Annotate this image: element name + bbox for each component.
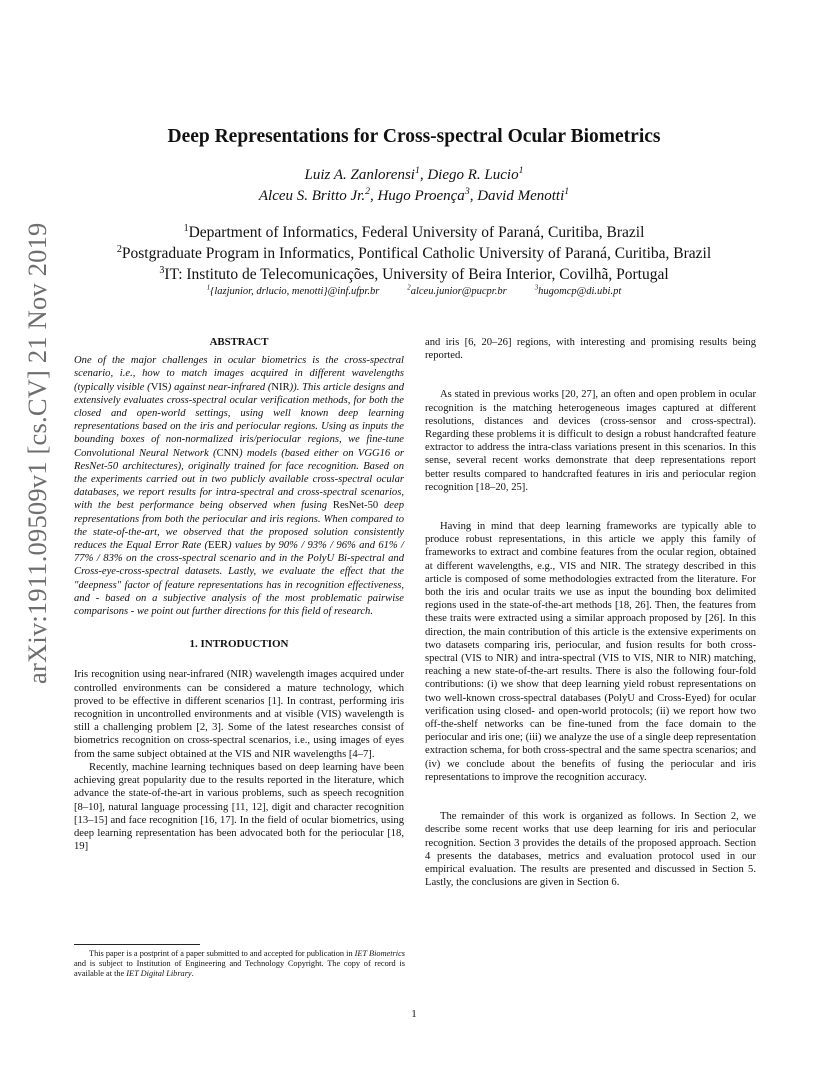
email-mark: 2 xyxy=(407,284,411,292)
affiliation-mark: 1 xyxy=(183,222,189,234)
abstract-segment: ) values by 90% / 93% / 96% and 61% / 77% / 83% on the cross-spectral scenario and in the PolyU Bi-spectral and Cross-eye-cross-spectral datasets. Lastly, we evaluate the effect that the "deepness" factor of feature representations has in recognition effectiveness, and - based on a subjective analysis of the most problematic pairwise comparisons - we point out further directions for this field of research. xyxy=(74,540,404,618)
abstract-segment: ) models (based either on VGG16 or ResNet-50 architectures), originally trained for face recognition. Based on the experiments carried out in two publicly available cross-spectral ocular databases, we report results for intra-spectral and cross-spectral scenarios, with the best performance being observed when fusing xyxy=(74,447,405,512)
affiliation-line xyxy=(0,264,828,285)
abstract-term: CNN xyxy=(216,447,239,459)
footnote-journal-name: IET Biometrics xyxy=(354,949,405,958)
footnote-rule xyxy=(74,944,200,945)
intro-paragraph-1: Iris recognition using near-infrared (NIR) wavelength images acquired under controlled environments can be considered a mature technology, which proved to be effective in different scenarios [1]. In contrast, performing iris recognition in uncontrolled environments and at visible (VIS) wavelength is still a challenging problem [2, 3]. Some of the latest researches consist of biometrics recognition on cross-spectral scenarios, i.e., using images of eyes from the same subject obtained at the VIS and NIR wavelengths [4–7]. xyxy=(74,669,404,760)
abstract-heading: ABSTRACT xyxy=(209,336,269,348)
author-line-2: Alceu S. Britto Jr.$^2$, Hugo Proença$^3$, David Menotti$^1$ xyxy=(258,186,570,204)
right-column xyxy=(425,336,756,889)
author-name: Luiz A. Zanlorensi xyxy=(304,167,415,183)
author-line-1: Luiz A. Zanlorensi$^1$, Diego R. Lucio$^1$ xyxy=(304,165,524,183)
email-entry xyxy=(207,286,380,297)
author-affiliation-mark: 1 xyxy=(414,165,420,176)
author-affiliation-mark: 1 xyxy=(564,186,570,197)
abstract-segment: )). This article designs and extensively evaluates cross-spectral ocular verification methods, for both the closed and open-world settings, using well known deep learning representations based on the iris and periocular regions. Using as inputs the bounding boxes of non-normalized iris/periocular regions, we fine-tune Convolutional Neural Network ( xyxy=(74,381,404,459)
email-mark: 1 xyxy=(206,284,211,292)
email-entry xyxy=(535,286,622,297)
footnote-segment: This paper is a postprint of a paper submitted to and accepted for publication in xyxy=(89,949,355,958)
email-list xyxy=(0,286,828,297)
abstract-term: VIS xyxy=(150,381,168,393)
author-affiliation-mark: 1 xyxy=(518,165,524,176)
footnote-segment: . xyxy=(191,969,194,979)
abstract-segment: ) against near-infrared ( xyxy=(167,381,272,393)
body-paragraph-4: The remainder of this work is organized as follows. In Section 2, we describe some recent works that use deep learning for iris and periocular recognition. Section 3 provides the details of the proposed approach. Section 4 presents the databases, metrics and evaluation protocol used in our empirical evaluation. The results are presented and discussed in Section 5. Lastly, the conclusions are given in Section 6. xyxy=(425,811,756,889)
intro-paragraph-2: Recently, machine learning techniques based on deep learning have been achieving great popularity due to the results reported in the literature, which advance the state-of-the-art in various problems, such as speech recognition [8–10], natural language processing [11, 12], digit and character recognition [13–15] and face recognition [16, 17]. In the field of ocular biometrics, using deep learning representation has been advocated both for the periocular [18, 19] xyxy=(74,761,404,853)
author-name: Alceu S. Britto Jr. xyxy=(258,188,366,204)
footnote-journal-name: IET Digital Library xyxy=(126,969,192,979)
affiliation-text: Postgraduate Program in Informatics, Pontifical Catholic University of Paraná, Curitiba, Brazil xyxy=(121,245,712,262)
author-name: Diego R. Lucio xyxy=(427,167,519,183)
body-paragraph-1: and iris [6, 20–26] regions, with interesting and promising results being reported. xyxy=(425,337,756,362)
footnote xyxy=(74,949,405,980)
email-entry xyxy=(407,286,506,297)
affiliation-mark: 3 xyxy=(159,264,165,276)
author-affiliation-mark: 2 xyxy=(365,186,370,197)
affiliation-text: IT: Instituto de Telecomunicações, University of Beira Interior, Covilhã, Portugal xyxy=(164,266,669,283)
affiliation-mark: 2 xyxy=(116,243,122,255)
affiliation-line xyxy=(0,222,828,243)
author-name: David Menotti xyxy=(477,188,565,204)
abstract-segment: One of the major challenges in ocular biometrics is the cross-spectral scenario, i.e., how to match images acquired in different wavelengths (typically visible ( xyxy=(74,355,404,393)
page-number: 1 xyxy=(411,1008,417,1020)
email-address: hugomcp@di.ubi.pt xyxy=(538,286,622,297)
email-mark: 3 xyxy=(534,284,539,292)
author-affiliation-mark: 3 xyxy=(464,186,470,197)
footnote-segment: and is subject to Institution of Engineering and Technology Copyright. The copy of record is available at the xyxy=(74,959,405,979)
footnote-text xyxy=(74,949,405,980)
introduction-heading: 1. INTRODUCTION xyxy=(189,638,289,651)
abstract-term: EER xyxy=(207,540,228,552)
paper-title: Deep Representations for Cross-spectral Ocular Biometrics xyxy=(167,126,661,147)
affiliation-line xyxy=(0,243,828,264)
email-address: alceu.junior@pucpr.br xyxy=(410,286,507,297)
abstract-segment: deep representations from both the periocular and iris regions. When compared to the state-of-the-art, we observed that the proposed solution consistently reduces the Equal Error Rate ( xyxy=(74,500,404,552)
email-address: {lazjunior, drlucio, menotti}@inf.ufpr.br xyxy=(210,286,380,297)
author-name: Hugo Proença xyxy=(377,188,465,204)
arxiv-identifier: arXiv:1911.09509v1 [cs.CV] 21 Nov 2019 xyxy=(22,222,52,684)
affiliation-list xyxy=(0,222,828,285)
author-list xyxy=(0,165,828,207)
abstract-term: ResNet-50 xyxy=(332,500,379,512)
abstract-text xyxy=(74,354,404,618)
body-paragraph-2: As stated in previous works [20, 27], an often and open problem in ocular recognition is the matching heterogeneous images captured at different resolutions, distances and devices (cross-sensor and cross-spectral). Regarding these problems it is difficult to design a robust handcrafted feature extractor to address the intra-class variations present in this scenarios. In this sense, several recent works demonstrate that deep representations report better results compared to handcrafted features in iris and periocular region recognition [18–20, 25]. xyxy=(425,389,756,493)
abstract-term: NIR xyxy=(271,381,290,393)
left-column xyxy=(74,336,404,853)
affiliation-text: Department of Informatics, Federal University of Paraná, Curitiba, Brazil xyxy=(188,224,645,241)
body-paragraph-3: Having in mind that deep learning frameworks are typically able to produce robust representations, in this article we apply this family of frameworks to extract and combine features from the ocular region, obtained at different wavelengths, e.g., VIS and NIR. The strategy described in this article is composed of some methodologies extracted from the literature. For both the iris and ocular traits we use as input the bounding box delimited regions used in the state-of-the-art methods [18, 26]. Then, the features from these traits were extracted using a similar approach proposed by [26]. In this direction, the main contribution of this article is the extensive experiments on two datasets comparing iris, periocular, and fusion results for both cross-spectral (VIS to NIR) and intra-spectral (VIS to VIS, NIR to NIR) matching, reaching a new state-of-the-art results. There is also the following four-fold contributions: (i) we show that deep learning yield robust representations on two well-known cross-spectral databases (PolyU and Cross-Eyed) for ocular verification using closed- and open-world protocols; (ii) we report how two off-the-shelf networks can be fine-tuned from the face domain to the periocular and iris one; (iii) we analyze the use of a single deep representation extraction schema, for both cross-spectral and the same spectra scenarios; and (iv) we conclude about the benefits of fusing the periocular and iris representations to improve the recognition accuracy. xyxy=(425,521,756,783)
